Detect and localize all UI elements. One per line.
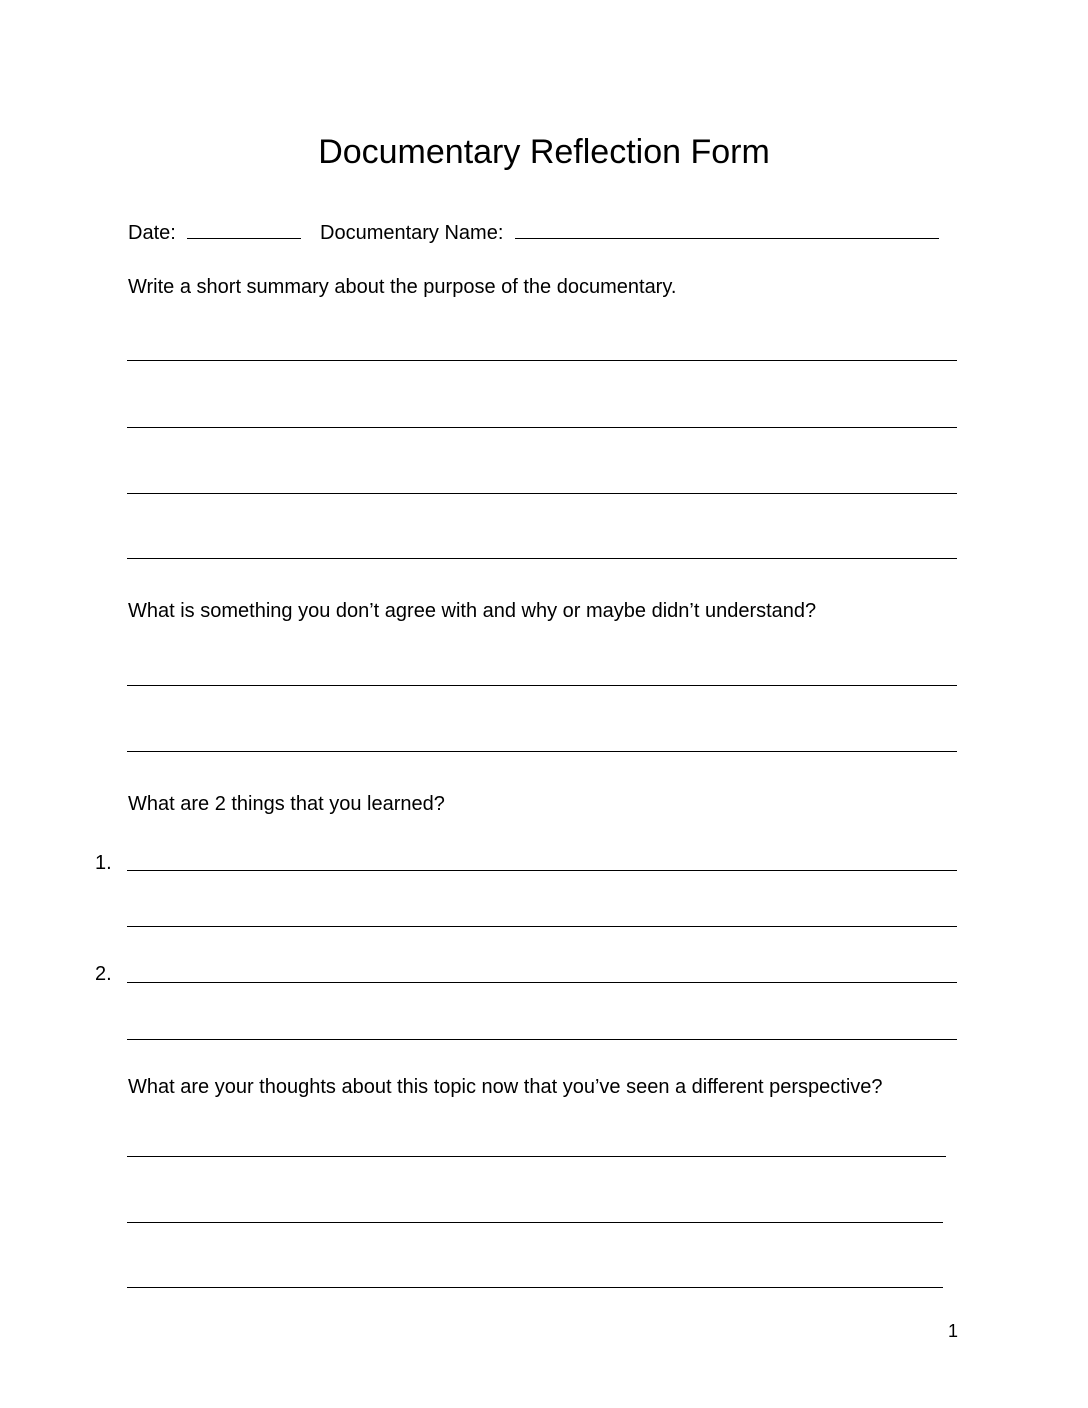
list-number-1: 1. xyxy=(95,852,112,874)
question-summary: Write a short summary about the purpose of the documentary. xyxy=(128,276,677,298)
answer-line-item-1[interactable] xyxy=(127,870,957,871)
question-disagree: What is something you don’t agree with and why or maybe didn’t understand? xyxy=(128,600,817,622)
date-label: Date: xyxy=(128,222,176,244)
documentary-name-blank[interactable] xyxy=(515,218,939,239)
documentary-name-row xyxy=(320,218,939,245)
answer-line[interactable] xyxy=(127,493,957,494)
answer-line[interactable] xyxy=(127,685,957,686)
date-blank[interactable] xyxy=(187,218,301,239)
answer-line[interactable] xyxy=(127,926,957,927)
answer-line[interactable] xyxy=(127,751,957,752)
answer-line[interactable] xyxy=(127,427,957,428)
answer-line[interactable] xyxy=(127,1156,946,1157)
answer-line[interactable] xyxy=(127,558,957,559)
question-thoughts: What are your thoughts about this topic now that you’ve seen a different perspective? xyxy=(128,1076,883,1098)
page-number: 1 xyxy=(948,1321,959,1341)
answer-line[interactable] xyxy=(127,1222,943,1223)
answer-line-item-2[interactable] xyxy=(127,982,957,983)
answer-line[interactable] xyxy=(127,360,957,361)
question-learned: What are 2 things that you learned? xyxy=(128,793,445,815)
date-row xyxy=(128,218,301,245)
documentary-name-label: Documentary Name: xyxy=(320,222,504,244)
answer-line[interactable] xyxy=(127,1287,943,1288)
list-number-2: 2. xyxy=(95,963,112,985)
answer-line[interactable] xyxy=(127,1039,957,1040)
page-title: Documentary Reflection Form xyxy=(318,133,770,171)
